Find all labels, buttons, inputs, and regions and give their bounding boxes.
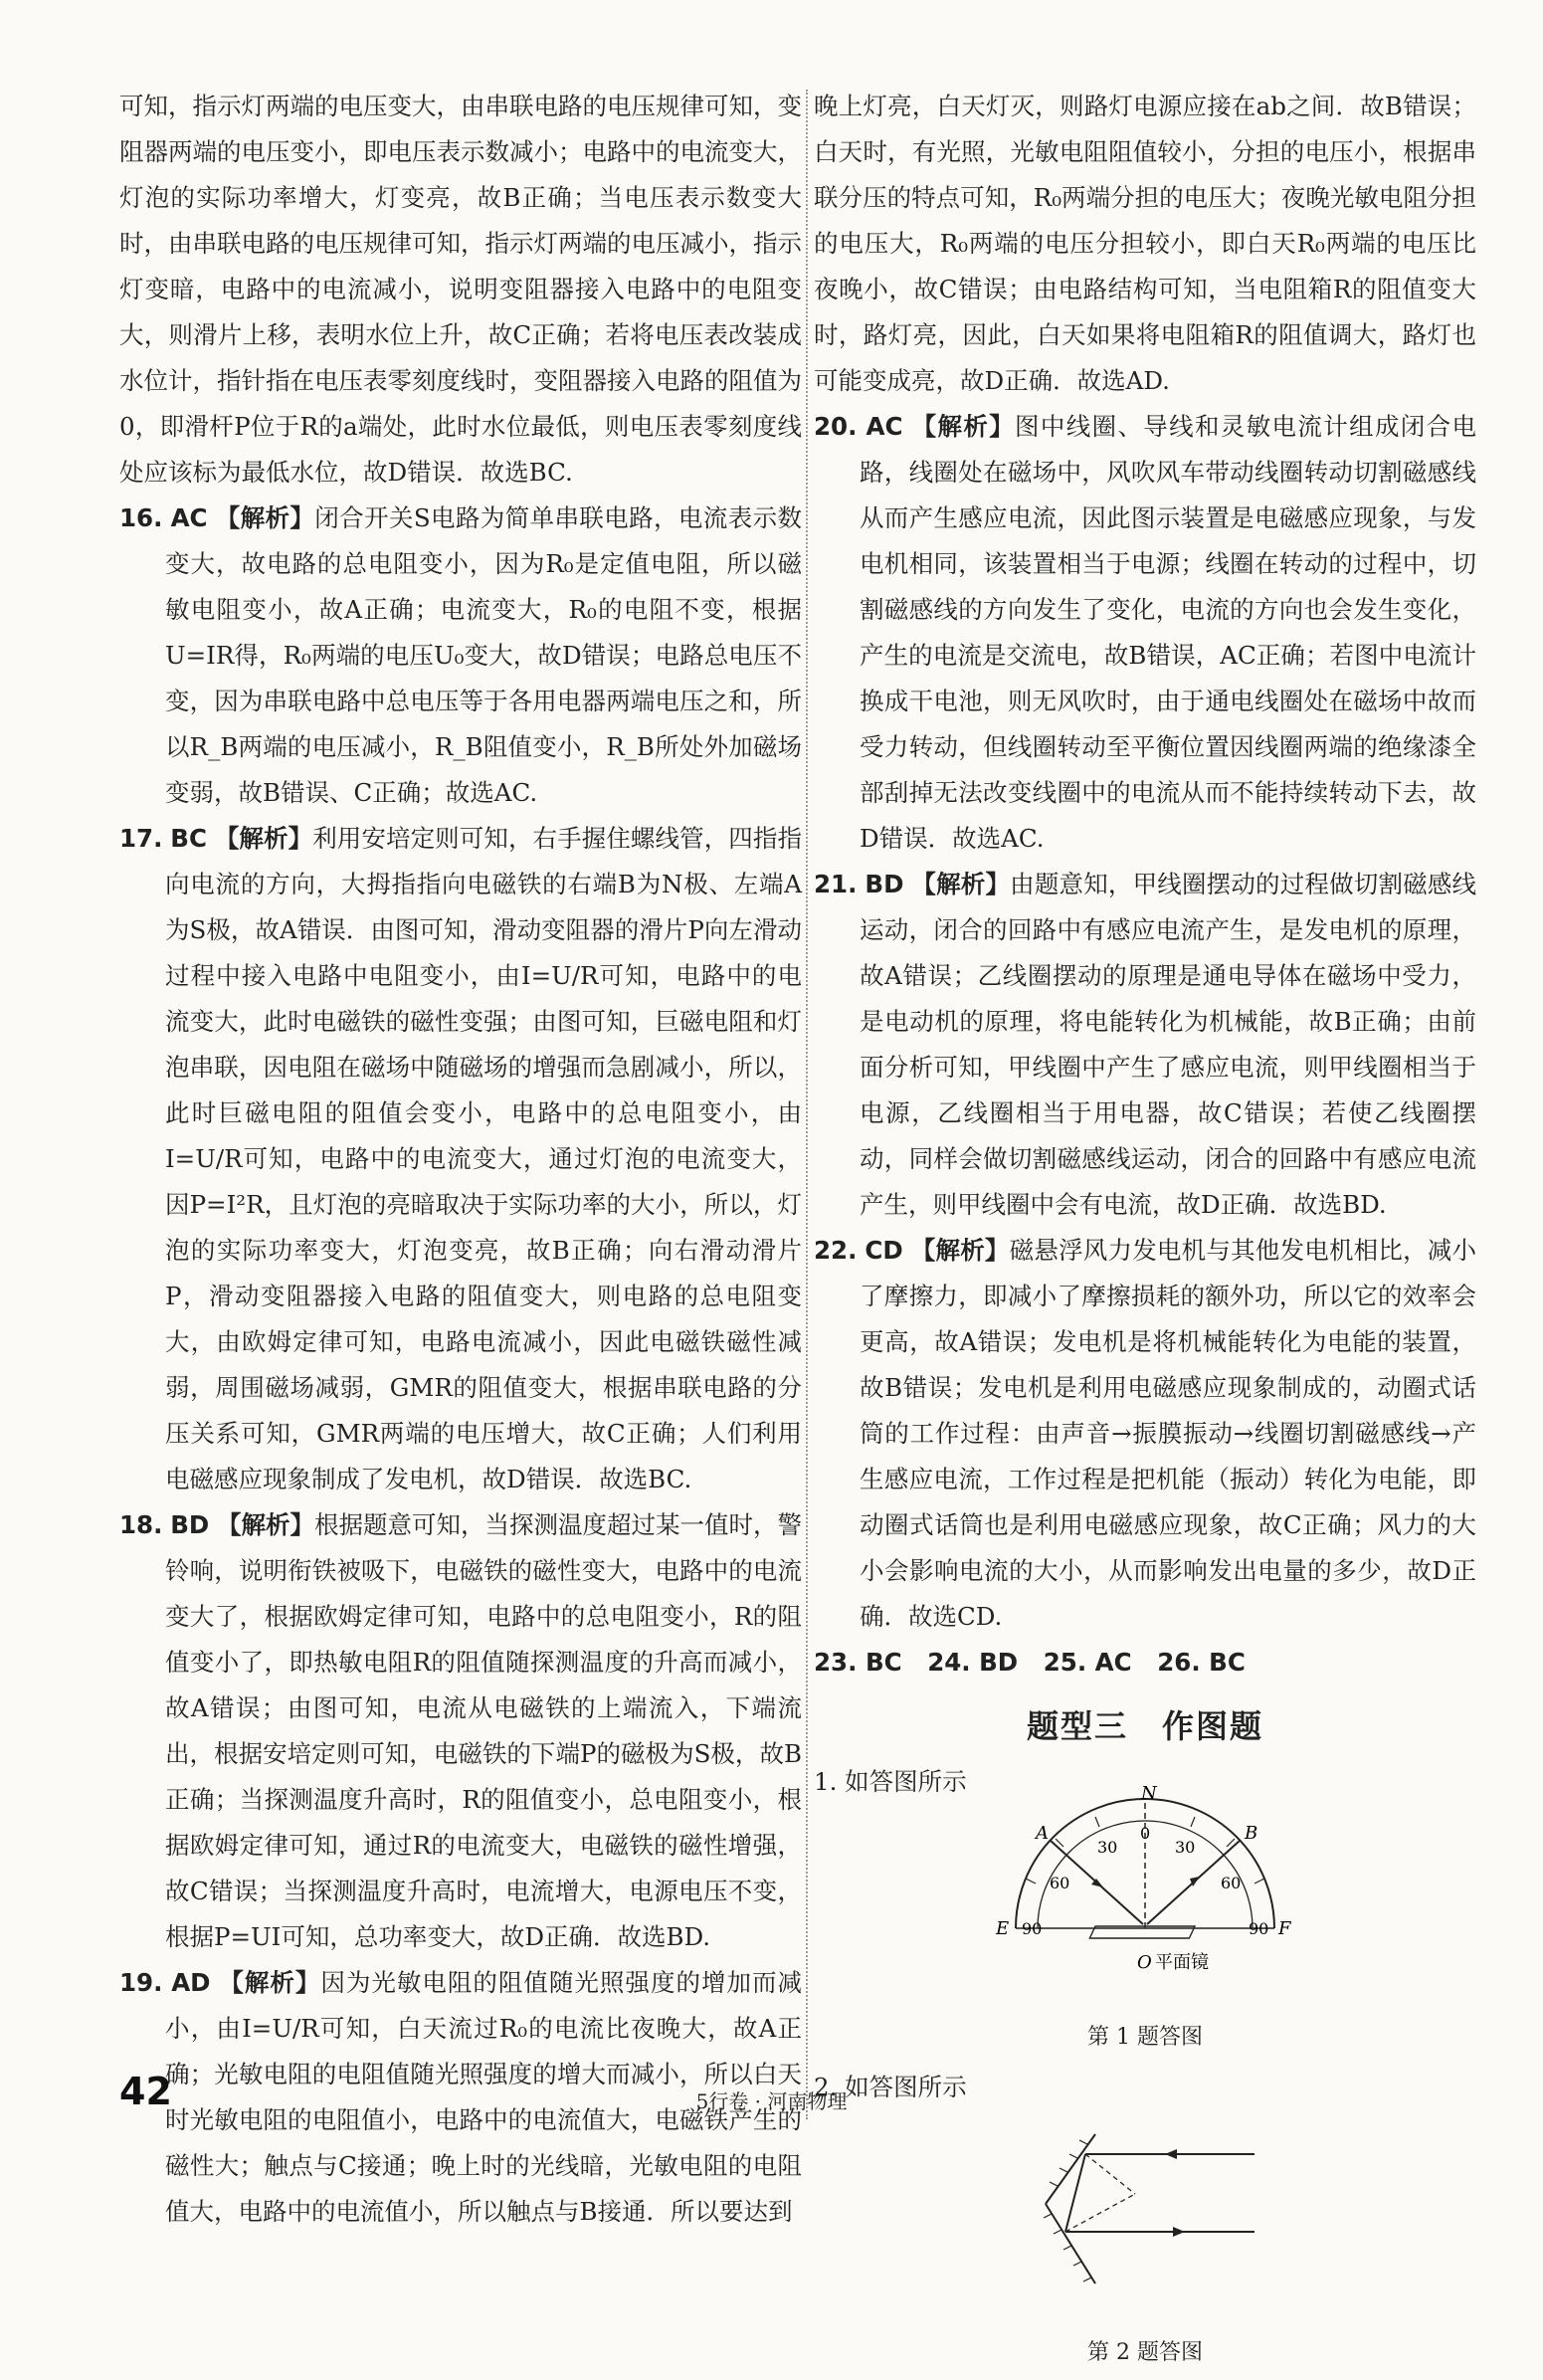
fig2-prompt: 2. 如答图所示 [814, 2073, 967, 2101]
q16-answer: AC [170, 503, 208, 532]
footer-text: 5行卷 · 河南物理 [695, 2089, 848, 2113]
label-b: B [1245, 1823, 1258, 1844]
q17-text: 利用安培定则可知，右手握住螺线管，四指指向电流的方向，大拇指指向电磁铁的右端B为N极、左端A为S极，故A错误．由图可知，滑动变阻器的滑片P向左滑动过程中接入电路中电阻变小，由I=U/R可知，电路中的电流变大，此时电磁铁的磁性变强；由图可知，巨磁电阻和灯泡串联，因电阻在磁场中随磁场的增强而急剧减小，所以，此时巨磁电阻的阻值会变小，电路中的总电阻变小，由I=U/R可知，电路中的电流变大，通过灯泡的电流变大，因P=I²R，且灯泡的亮暗取决于实际功率的大小，所以，灯泡的实际功率变大，灯泡变亮，故B正确；向右滑动滑片P，滑动变阻器接入电路的阻值变大，则电路的总电阻变大，由欧姆定律可知，电路电流减小，因此电磁铁磁性减弱，周围磁场减弱，GMR的阻值变大，根据串联电路的分压关系可知，GMR两端的电压增大，故C正确；人们利用电磁感应现象制成了发电机，故D错误．故选BC. [165, 824, 802, 1493]
section-title: 题型三 作图题 [1026, 1707, 1263, 1745]
protractor-mirror-diagram [996, 1783, 1294, 1998]
q22-tag: 【解析】 [910, 1236, 1010, 1265]
q22-text: 磁悬浮风力发电机与其他发电机相比，减小了摩擦力，即减小了摩擦损耗的额外功，所以它的效率会更高，故A错误；发电机是将机械能转化为电能的装置，故B错误；发电机是利用电磁感应现象制成的，动圈式话筒的工作过程：由声音→振膜振动→线圈切割磁感线→产生感应电流，工作过程是把机能（振动）转化为电能，即动圈式话筒也是利用电磁感应现象，故C正确；风力的大小会影响电流的大小，从而影响发出电量的多少，故D正确．故选CD. [860, 1236, 1477, 1631]
label-mirror: 平面镜 [1155, 1952, 1209, 1973]
label-e: E [996, 1918, 1010, 1939]
q25-number: 25. [1043, 1648, 1087, 1677]
tick-0: 0 [1140, 1824, 1151, 1843]
column-divider [806, 90, 808, 2119]
question-17 [119, 816, 802, 1502]
q19-continuation: 晚上灯亮，白天灯灭，则路灯电源应接在ab之间．故B错误；白天时，有光照，光敏电阻阻值较小，分担的电压小，根据串联分压的特点可知，R₀两端分担的电压大；夜晚光敏电阻分担的电压大，R₀两端的电压分担较小，即白天R₀两端的电压比夜晚小，故C错误；由电路结构可知，当电阻箱R的阻值变大时，路灯亮，因此，白天如果将电阻箱R的阻值调大，路灯也可能变成亮，故D正确．故选AD. [814, 92, 1476, 395]
right-column [814, 84, 1476, 2380]
q21-answer: BD [865, 870, 904, 898]
q21-text: 由题意知，甲线圈摆动的过程做切割磁感线运动，闭合的回路中有感应电流产生，是发电机的原理，故A错误；乙线圈摆动的原理是通电导体在磁场中受力，是电动机的原理，将电能转化为机械能，故B正确；由前面分析可知，甲线圈中产生了感应电流，则甲线圈相当于电源，乙线圈相当于用电器，故C错误；若使乙线圈摆动，同样会做切割磁感线运动，闭合的回路中有感应电流产生，则甲线圈中会有电流，故D正确．故选BD. [860, 870, 1477, 1219]
q20-answer: AC [866, 412, 903, 441]
label-a: A [1036, 1823, 1049, 1844]
q18-answer: BD [170, 1510, 210, 1539]
q19-tag: 【解析】 [219, 1968, 321, 1997]
tick-90-left: 90 [1022, 1919, 1043, 1938]
left-column [119, 84, 802, 2235]
q22-number: 22. [814, 1236, 858, 1265]
label-f: F [1278, 1918, 1291, 1939]
q19-number: 19. [119, 1968, 163, 1997]
question-18 [119, 1502, 802, 1960]
tick-30-left: 30 [1097, 1838, 1118, 1857]
q17-number: 17. [119, 824, 163, 853]
label-n: N [1141, 1783, 1157, 1804]
q23-answer: BC [865, 1648, 902, 1677]
q26-answer: BC [1209, 1648, 1246, 1677]
question-16 [119, 496, 802, 816]
q24-number: 24. [927, 1648, 971, 1677]
figure-1 [814, 1783, 1476, 2061]
q19-text: 因为光敏电阻的阻值随光照强度的增加而减小，由I=U/R可知，白天流过R₀的电流比夜晚大，故A正确；光敏电阻的电阻值随光照强度的增大而减小，所以白天时光敏电阻的电阻值小，电路中的电流值大，电磁铁产生的磁性大；触点与C接通；晚上时的光线暗，光敏电阻的电阻值大，电路中的电流值小，所以触点与B接通．所以要达到 [165, 1968, 802, 2226]
figure-2 [814, 2114, 1476, 2376]
tick-60-left: 60 [1050, 1874, 1070, 1892]
q19-answer: AD [171, 1968, 211, 1997]
fig1-prompt: 1. 如答图所示 [814, 1767, 967, 1796]
q21-tag: 【解析】 [911, 870, 1011, 898]
q20-text: 图中线圈、导线和灵敏电流计组成闭合电路，线圈处在磁场中，风吹风车带动线圈转动切割磁感线从而产生感应电流，因此图示装置是电磁感应现象，与发电机相同，该装置相当于电源；线圈在转动的过程中，切割磁感线的方向发生了变化，电流的方向也会发生变化，产生的电流是交流电，故B错误，AC正确；若图中电流计换成干电池，则无风吹时，由于通电线圈处在磁场中故而受力转动，但线圈转动至平衡位置因线圈两端的绝缘漆全部刮掉无法改变线圈中的电流从而不能持续转动下去，故D错误．故选AC. [860, 412, 1476, 853]
question-22 [814, 1228, 1476, 1640]
q26-number: 26. [1157, 1648, 1201, 1677]
page-number: 42 [119, 2070, 172, 2113]
question-21 [814, 862, 1476, 1228]
tick-90-right: 90 [1249, 1919, 1269, 1938]
q20-number: 20. [814, 412, 858, 441]
q16-tag: 【解析】 [215, 503, 315, 532]
q18-number: 18. [119, 1510, 163, 1539]
label-o: O [1137, 1952, 1152, 1973]
corner-mirror-diagram [1026, 2114, 1264, 2313]
q18-tag: 【解析】 [217, 1510, 315, 1539]
q21-number: 21. [814, 870, 858, 898]
q25-answer: AC [1094, 1648, 1132, 1677]
q18-text: 根据题意可知，当探测温度超过某一值时，警铃响，说明衔铁被吸下，电磁铁的磁性变大，电路中的电流变大了，根据欧姆定律可知，电路中的总电阻变小，R的阻值变小了，即热敏电阻R的阻值随探测温度的升高而减小，故A错误；由图可知，电流从电磁铁的上端流入，下端流出，根据安培定则可知，电磁铁的下端P的磁极为S极，故B正确；当探测温度升高时，R的阻值变小，总电阻变小，根据欧姆定律可知，通过R的电流变大，电磁铁的磁性增强，故C错误；当探测温度升高时，电流增大，电源电压不变，根据P=UI可知，总功率变大，故D正确．故选BD. [165, 1510, 803, 1951]
q20-tag: 【解析】 [911, 412, 1016, 441]
q16-number: 16. [119, 503, 163, 532]
q22-answer: CD [865, 1236, 903, 1265]
q23-number: 23. [814, 1648, 858, 1677]
quick-answers [814, 1640, 1476, 1686]
tick-60-right: 60 [1221, 1874, 1242, 1892]
tick-30-right: 30 [1175, 1838, 1196, 1857]
q16-text: 闭合开关S电路为简单串联电路，电流表示数变大，故电路的总电阻变小，因为R₀是定值电阻，所以磁敏电阻变小，故A正确；电流变大，R₀的电阻不变，根据U=IR得，R₀两端的电压U₀变大，故D错误；电路总电压不变，因为串联电路中总电压等于各用电器两端电压之和，所以R_B两端的电压减小，R_B阻值变小，R_B所处外加磁场变弱，故B错误、C正确；故选AC. [165, 503, 802, 807]
question-20 [814, 404, 1476, 862]
q17-answer: BC [170, 824, 207, 853]
fig1-caption: 第 1 题答图 [1087, 2025, 1203, 2050]
fig2-caption: 第 2 题答图 [1087, 2340, 1203, 2365]
q24-answer: BD [979, 1648, 1019, 1677]
q17-tag: 【解析】 [214, 824, 313, 853]
q15-continuation: 可知，指示灯两端的电压变大，由串联电路的电压规律可知，变阻器两端的电压变小，即电压表示数减小；电路中的电流变大，灯泡的实际功率增大，灯变亮，故B正确；当电压表示数变大时，由串联电路的电压规律可知，指示灯两端的电压减小，指示灯变暗，电路中的电流减小，说明变阻器接入电路中的电阻变大，则滑片上移，表明水位上升，故C正确；若将电压表改装成水位计，指针指在电压表零刻度线时，变阻器接入电路的阻值为0，即滑杆P位于R的a端处，此时水位最低，则电压表零刻度线处应该标为最低水位，故D错误．故选BC. [119, 92, 802, 487]
